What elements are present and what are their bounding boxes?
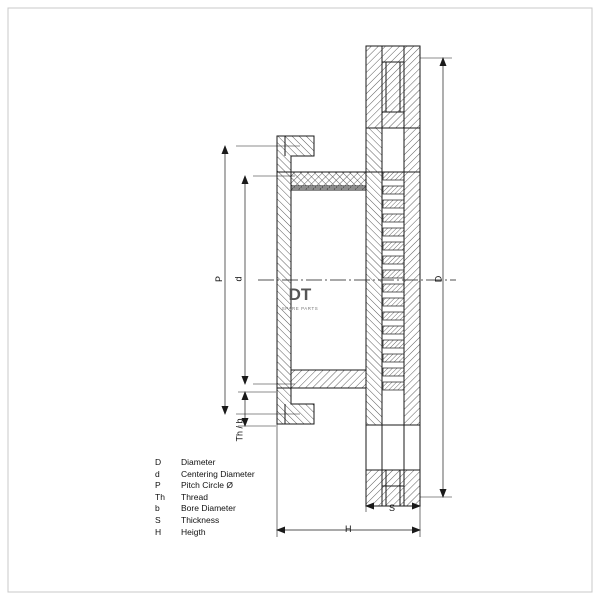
dimension-label-height: H: [345, 524, 352, 534]
legend: [155, 457, 255, 538]
legend-item: [155, 457, 255, 469]
legend-text: Diameter: [181, 457, 216, 467]
legend-symbol: D: [155, 457, 162, 467]
svg-text:DT: DT: [288, 285, 312, 304]
dimension-label-outer-diameter: D: [433, 275, 444, 283]
cooling-vanes: [383, 172, 404, 390]
legend-symbol: Th: [155, 491, 165, 502]
dimension-label-pitch-circle: P: [214, 275, 225, 283]
legend-text: Heigth: [181, 526, 206, 537]
dimension-label-centering-diameter: d: [233, 276, 244, 282]
disc-geometry: [225, 46, 456, 537]
legend-symbol: d: [155, 468, 160, 479]
svg-text:SPARE PARTS: SPARE PARTS: [281, 306, 319, 311]
legend-text: Thickness: [181, 514, 220, 525]
legend-item: [155, 527, 255, 539]
dimension-label-thickness: S: [389, 503, 396, 513]
legend-text: Centering Diameter: [181, 468, 255, 479]
legend-text: Pitch Circle Ø: [181, 480, 233, 491]
legend-item: [155, 469, 255, 481]
legend-symbol: b: [155, 503, 160, 514]
legend-symbol: S: [155, 514, 161, 525]
legend-item: [155, 492, 255, 504]
dimension-label-thread-bore: Th / b: [234, 418, 245, 442]
legend-item: [155, 515, 255, 527]
legend-symbol: P: [155, 480, 161, 491]
legend-text: Bore Diameter: [181, 503, 236, 514]
legend-item: [155, 503, 255, 515]
legend-symbol: H: [155, 526, 162, 537]
legend-item: [155, 480, 255, 492]
legend-text: Thread: [181, 491, 208, 502]
